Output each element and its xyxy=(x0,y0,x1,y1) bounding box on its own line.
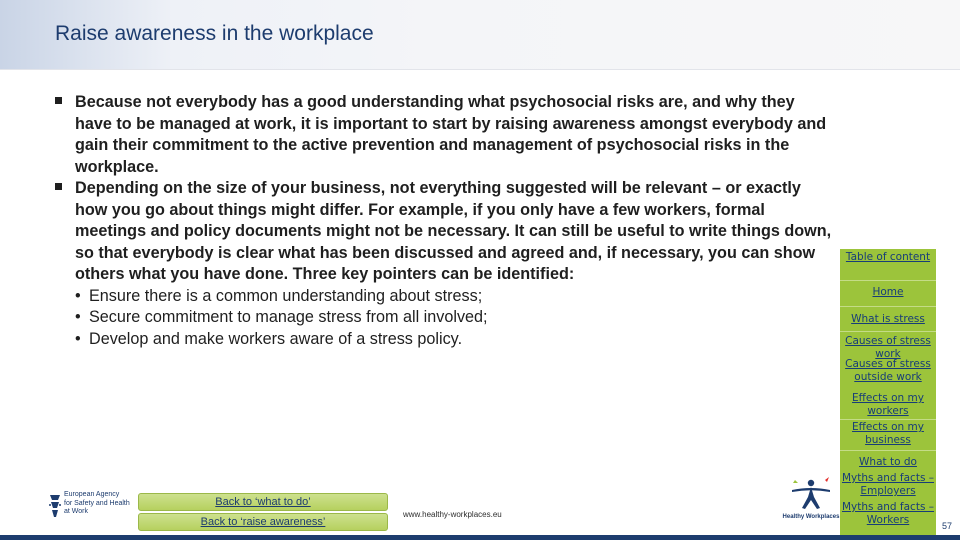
nav-divider xyxy=(840,280,936,281)
dot-bullet-icon: • xyxy=(75,308,81,326)
page-number: 57 xyxy=(942,521,953,531)
nav-divider xyxy=(840,450,936,451)
bottom-stripe xyxy=(0,535,960,540)
side-navigation xyxy=(840,249,936,540)
bullet-text-1: Because not everybody has a good understanding what psychosocial risks are, and why they have to be managed at work, it is important to start by raising awareness amongst everybody and gain their commitment to the active prevention and management of psychosocial risks in the workplace. xyxy=(75,93,827,176)
healthy-workplaces-logo-icon xyxy=(778,474,844,514)
nav-link-myths-and-facts-workers[interactable]: Myths and facts – Workers xyxy=(841,501,935,526)
list-item xyxy=(75,307,835,329)
footer-url: www.healthy-workplaces.eu xyxy=(403,510,502,519)
square-bullet-icon xyxy=(55,183,62,190)
nav-link-what-is-stress[interactable]: What is stress xyxy=(851,313,925,325)
nav-link-what-to-do[interactable]: What to do xyxy=(859,456,917,468)
agency-logo-text xyxy=(64,491,130,517)
eu-osha-logo-icon xyxy=(48,492,62,520)
eu-osha-logo xyxy=(48,491,140,521)
list-item xyxy=(75,329,835,351)
nav-link-home[interactable]: Home xyxy=(872,286,904,298)
nav-link-causes-of-stress-work[interactable]: Causes of stress work xyxy=(845,335,931,360)
square-bullet-icon xyxy=(55,97,62,104)
nav-divider xyxy=(840,331,936,332)
nav-link-effects-on-my-business[interactable]: Effects on my business xyxy=(852,421,924,446)
bullet-text-2: Depending on the size of your business, not everything suggested will be relevant – or exactly how you go about things might differ. For example, if you only have a few workers, formal meetings and policy documents might not be necessary. It can still be useful to write things down, so that everybody is clear what has been discussed and agreed and, if necessary, you can show others what you have done. Three key pointers can be identified: xyxy=(75,179,832,283)
agency-logo-line: European Agency xyxy=(64,491,120,498)
nav-divider xyxy=(840,306,936,307)
back-to-what-to-do-button[interactable]: Back to ‘what to do’ xyxy=(138,493,388,511)
list-item-text: Develop and make workers aware of a stress policy. xyxy=(89,329,463,348)
agency-logo-line: for Safety and Health xyxy=(64,499,130,507)
nav-link-table-of-content[interactable]: Table of content xyxy=(845,251,931,263)
key-pointers-list xyxy=(75,286,835,351)
agency-logo-line: at Work xyxy=(64,508,88,515)
back-to-raise-awareness-button[interactable]: Back to ‘raise awareness’ xyxy=(138,513,388,531)
healthy-workplaces-label: Healthy Workplaces xyxy=(782,514,840,520)
healthy-workplaces-logo xyxy=(778,474,844,528)
dot-bullet-icon: • xyxy=(75,329,81,348)
list-item xyxy=(75,286,835,308)
nav-link-causes-of-stress-outside-work[interactable]: Causes of stress outside work xyxy=(845,358,931,383)
nav-divider xyxy=(840,419,936,420)
list-item-text: Ensure there is a common understanding about stress; xyxy=(89,286,483,305)
bullet-paragraph-1 xyxy=(55,92,835,178)
bullet-paragraph-2 xyxy=(55,178,835,350)
nav-link-myths-and-facts-employers[interactable]: Myths and facts – Employers xyxy=(841,472,935,497)
nav-link-effects-on-my-workers[interactable]: Effects on my workers xyxy=(852,392,924,417)
slide-title: Raise awareness in the workplace xyxy=(55,22,374,45)
dot-bullet-icon: • xyxy=(75,286,81,305)
list-item-text: Secure commitment to manage stress from all involved; xyxy=(89,308,488,326)
main-content xyxy=(55,92,835,350)
